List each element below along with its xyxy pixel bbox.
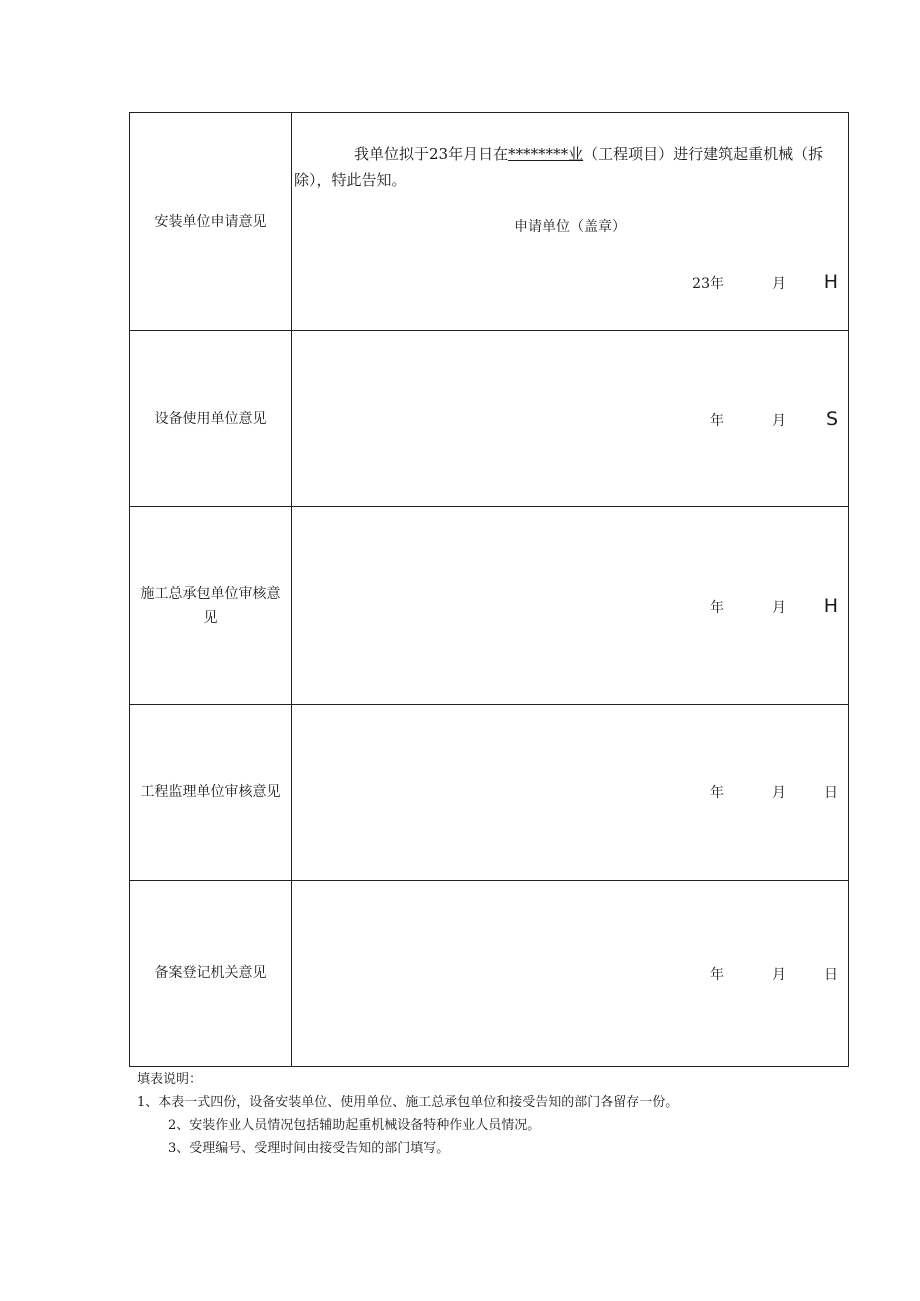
row-label: 备案登记机关意见 xyxy=(130,880,292,1066)
form-row xyxy=(130,113,849,331)
project-name-field: ********业 xyxy=(508,145,584,163)
date-day: 日 xyxy=(824,785,838,802)
form-row xyxy=(130,880,849,1066)
date-day: 日 xyxy=(824,966,838,983)
date-line xyxy=(684,408,838,430)
opinion-cell[interactable] xyxy=(292,113,849,331)
date-month: 月 xyxy=(772,599,786,616)
form-row xyxy=(130,506,849,704)
opinion-cell[interactable] xyxy=(292,705,849,880)
date-year: 年 xyxy=(710,599,724,616)
date-month: 月 xyxy=(772,276,786,292)
date-month: 月 xyxy=(772,413,786,430)
form-row xyxy=(130,705,849,880)
date-year: 年 xyxy=(710,413,724,430)
applicant-seal-label: 申请单位（盖章） xyxy=(514,219,626,235)
date-line xyxy=(684,595,838,617)
date-day: H xyxy=(823,594,838,617)
date-line xyxy=(684,271,838,293)
date-line xyxy=(684,964,838,984)
row-label: 安装单位申请意见 xyxy=(130,113,292,331)
date-month: 月 xyxy=(772,785,786,802)
date-year: 年 xyxy=(710,966,724,983)
row-label: 施工总承包单位审核意见 xyxy=(130,506,292,704)
date-year: 年 xyxy=(710,785,724,802)
opinion-cell[interactable] xyxy=(292,331,849,506)
notes-title: 填表说明： xyxy=(137,1072,203,1087)
filling-instructions xyxy=(137,1068,737,1160)
notification-form-table xyxy=(129,112,849,1067)
date-day: S xyxy=(825,408,838,431)
opinion-cell[interactable] xyxy=(292,506,849,704)
form-row xyxy=(130,331,849,506)
row-label: 设备使用单位意见 xyxy=(130,331,292,506)
date-year: 23年 xyxy=(692,276,724,292)
notice-text xyxy=(294,141,846,193)
row-label: 工程监理单位审核意见 xyxy=(130,705,292,880)
date-line xyxy=(684,782,838,802)
opinion-cell[interactable] xyxy=(292,880,849,1066)
notice-suffix: （工程项目）进行建筑起重机械（拆除），特此告知。 xyxy=(294,145,824,189)
note-item: 3、受理编号、受理时间由接受告知的部门填写。 xyxy=(168,1141,450,1156)
date-month: 月 xyxy=(772,966,786,983)
note-item: 2、安装作业人员情况包括辅助起重机械设备特种作业人员情况。 xyxy=(168,1118,541,1133)
note-item: 1、本表一式四份，设备安装单位、使用单位、施工总承包单位和接受告知的部门各留存一份。 xyxy=(137,1095,679,1110)
notice-prefix: 我单位拟于23年月日在 xyxy=(354,145,509,163)
date-day: H xyxy=(823,271,838,293)
